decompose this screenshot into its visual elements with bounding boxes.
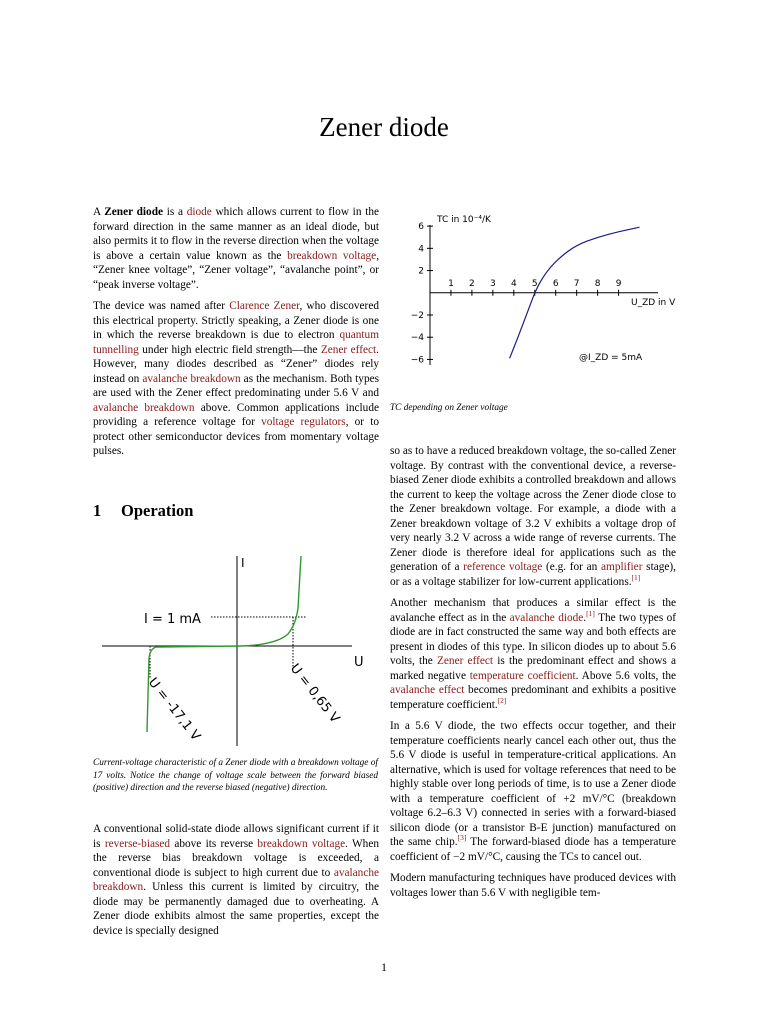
text-run: . Unless this current is limited by circuitry, the diode may be permanently damaged due to overheating. A Zener diode exhibits almost the same properties, except the device is specially designed <box>93 881 379 937</box>
intro-text <box>93 205 379 466</box>
tc-x-tick-label: 7 <box>573 278 580 289</box>
wiki-link[interactable]: amplifier <box>601 561 643 573</box>
text-run: so as to have a reduced breakdown voltage, the so-called Zener voltage. By contrast with the conventional device, a reverse-biased Zener diode exhibits a controlled breakdown and allows the current to keep the voltage across the Zener diode close to the Zener breakdown voltage. For example, a diode with a Zener breakdown voltage of 3.2 V exhibits a voltage drop of very nearly 3.2 V across a wide range of reverse currents. The Zener diode is therefore ideal for applications such as the generation of a <box>390 445 676 573</box>
operation-paragraph-4 <box>390 719 676 864</box>
iv-annotation-171v: U = -17,1 V <box>144 675 204 744</box>
text-run: Another mechanism that produces a similar effect is the avalanche effect as in the <box>390 597 676 624</box>
text-run: is the predominant effect and shows a marked negative <box>390 655 676 682</box>
operation-text-left <box>93 822 379 945</box>
tc-x-axis-label: U_ZD in V <box>631 298 676 308</box>
bold-term: Zener diode <box>104 206 163 218</box>
text-run: Modern manufacturing techniques have produced devices with voltages lower than 5.6 V with negligible tem- <box>390 872 676 899</box>
tc-y-tick-label: −2 <box>410 311 424 321</box>
wiki-link[interactable]: Clarence Zener <box>229 300 300 312</box>
text-run: as the mechanism. Both types are used with the Zener effect predominating under 5.6 V and <box>93 372 380 399</box>
operation-paragraph-1 <box>93 822 379 938</box>
text-run: . <box>583 611 587 624</box>
iv-annotation-1ma: I = 1 mA <box>144 612 201 627</box>
intro-paragraph-1 <box>93 205 379 292</box>
citation-ref[interactable]: [1] <box>586 608 595 618</box>
page-title: Zener diode <box>319 112 449 142</box>
text-run: The device was named after <box>93 300 230 312</box>
tc-x-tick-label: 1 <box>448 278 454 289</box>
tc-x-tick-label: 9 <box>615 278 622 289</box>
citation-ref[interactable]: [1] <box>631 572 641 582</box>
text-run: is a <box>163 206 187 218</box>
tc-y-tick-label: 4 <box>418 244 424 255</box>
text-run: A <box>93 206 105 218</box>
wiki-link[interactable]: avalanche breakdown <box>93 401 195 414</box>
text-run: The forward-biased diode has a temperature coefficient of −2 mV/°C, causing the TCs to cancel out. <box>390 836 677 863</box>
wiki-link[interactable]: reference voltage <box>463 561 543 573</box>
wiki-link[interactable]: breakdown voltage <box>287 249 377 262</box>
tc-annotation: @I_ZD = 5mA <box>579 353 643 363</box>
text-run: The two types of diode are in fact constructed the same way and both effects are present in diodes of this type. In silicon diodes up to about 5.6 volts, the <box>390 611 677 667</box>
citation-ref[interactable]: [2] <box>497 695 507 705</box>
iv-characteristic-chart <box>100 548 372 748</box>
wiki-link[interactable]: quantum tunnelling <box>93 329 379 356</box>
tc-x-tick-label: 5 <box>531 278 538 289</box>
section-heading-operation <box>93 501 193 521</box>
text-run: , who discovered this electrical property. Strictly speaking, a Zener diode is one in which the reverse breakdown is due to electron <box>93 300 379 341</box>
tc-y-tick-label: −4 <box>410 333 424 344</box>
wiki-link[interactable]: diode <box>186 206 212 218</box>
operation-paragraph-3 <box>390 596 676 712</box>
iv-annotation-065v: U = 0,65 V <box>286 661 343 727</box>
tc-chart-caption: TC depending on Zener voltage <box>390 403 508 413</box>
wiki-link[interactable]: avalanche breakdown <box>142 372 241 385</box>
tc-x-tick-label: 8 <box>594 278 601 289</box>
text-run: under high electric field strength—the <box>138 343 321 356</box>
tc-chart <box>390 205 676 380</box>
tc-x-tick-label: 2 <box>469 278 475 289</box>
wiki-link[interactable]: voltage regulators <box>261 416 346 428</box>
tc-y-axis-label: TC in 10⁻⁴/K <box>437 215 491 225</box>
text-run: . When the reverse bias breakdown voltage is exceeded, a conventional diode is subject to high current due to <box>93 837 379 879</box>
text-run: , or to protect other semiconductor devices from momentary voltage pulses. <box>93 416 380 457</box>
text-run: , “Zener knee voltage”, “Zener voltage”, “avalanche point”, or “peak inverse voltage”. <box>93 249 380 291</box>
wiki-link[interactable]: avalanche diode <box>509 611 584 624</box>
text-run: which allows current to flow in the forward direction in the same manner as an ideal diode, but also permits it to flow in the reverse direction when the voltage is above a certain value known as the <box>93 206 379 262</box>
wiki-link[interactable]: reverse-biased <box>104 837 171 850</box>
page-number: 1 <box>381 960 387 974</box>
iv-u-axis-label: U <box>354 655 364 670</box>
text-run: A conventional solid-state diode allows significant current if it is <box>93 823 379 850</box>
text-run: In a 5.6 V diode, the two effects occur together, and their temperature coefficients nearly cancel each other out, thus the 5.6 V diode is useful in temperature-critical applications. An alternative, which is used for voltage references that need to be highly stable over long periods of time, is to use a Zener diode with a temperature coefficient of +2 mV/°C (breakdown voltage 6.2–6.3 V) connected in series with a forward-biased silicon diode (or a transistor B-E junction) manufactured on the same chip. <box>390 720 676 848</box>
iv-chart-caption: Current-voltage characteristic of a Zener diode with a breakdown voltage of 17 volts. Notice the change of voltage scale between the forward biased (positive) direction and the reverse biased (negative) direction. <box>93 758 378 794</box>
section-number: 1 <box>93 501 102 520</box>
operation-paragraph-5 <box>390 871 676 900</box>
section-title: Operation <box>121 501 194 520</box>
wiki-link[interactable]: temperature coefficient <box>469 669 576 682</box>
tc-x-tick-label: 6 <box>552 278 559 289</box>
wiki-link[interactable]: avalanche breakdown <box>93 866 379 893</box>
operation-text-right <box>390 444 676 907</box>
tc-x-tick-label: 3 <box>489 278 496 289</box>
iv-i-axis-label: I <box>241 556 245 570</box>
text-run: . However, many diodes described as “Zener” diodes rely instead on <box>93 343 379 385</box>
wiki-link[interactable]: avalanche effect <box>390 684 465 696</box>
wiki-link[interactable]: breakdown voltage <box>257 837 346 850</box>
intro-paragraph-2 <box>93 299 379 459</box>
text-run: (e.g. for an <box>542 561 602 573</box>
tc-y-tick-label: −6 <box>410 355 424 366</box>
wiki-link[interactable]: Zener effect <box>320 343 377 356</box>
citation-ref[interactable]: [3] <box>457 833 467 843</box>
wiki-link[interactable]: Zener effect <box>437 655 494 667</box>
text-run: stage), or as a voltage stabilizer for low-current applications. <box>390 561 676 588</box>
text-run: above its reverse <box>170 837 258 850</box>
tc-y-tick-label: 6 <box>418 222 424 233</box>
operation-paragraph-2 <box>390 444 676 589</box>
text-run: above. Common applications include providing a reference voltage for <box>93 401 379 428</box>
tc-x-tick-label: 4 <box>510 278 517 289</box>
text-run: . Above 5.6 volts, the <box>575 669 676 682</box>
text-run: becomes predominant and exhibits a positive temperature coefficient. <box>390 684 677 711</box>
tc-y-tick-label: 2 <box>418 266 424 277</box>
